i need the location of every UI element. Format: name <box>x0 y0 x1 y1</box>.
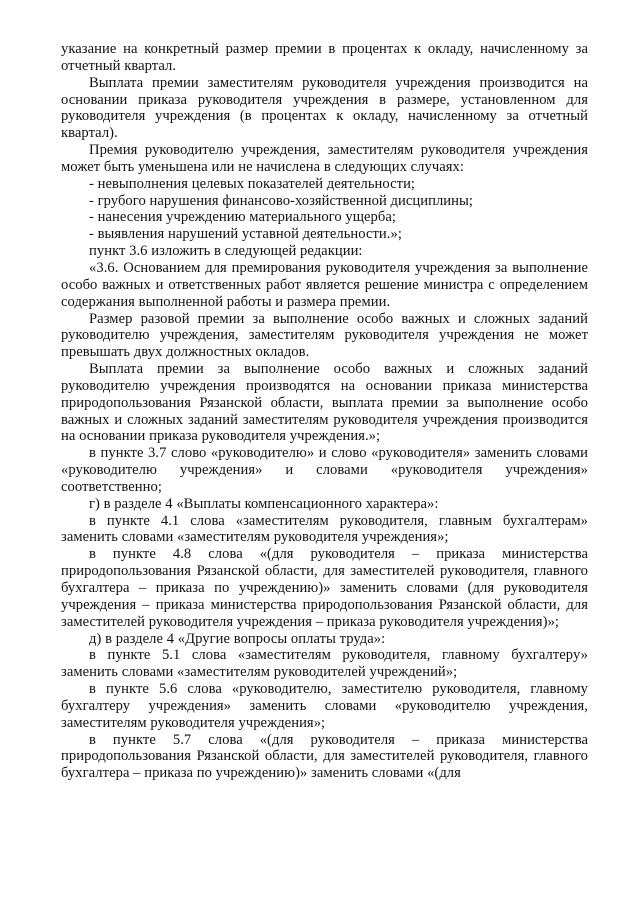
paragraph-bonus-payment: Выплата премии за выполнение особо важных и сложных заданий руководителю учреждения производятся на основании приказа министерства природопользования Рязанской области, выплата премии за выполнение особо важных и сложных заданий заместителям руководителя учреждения производится на основании приказа руководителя учреждения.»; <box>61 361 588 445</box>
list-item-charter-violations: - выявления нарушений уставной деятельности.»; <box>89 226 402 243</box>
paragraph-clause-5-6: в пункте 5.6 слова «руководителю, заместителю руководителя, главному бухгалтеру учреждения» заменить словами «руководителю учреждения, заместителям руководителя учреждения»; <box>61 681 588 731</box>
list-item-targets: - невыполнения целевых показателей деятельности; <box>89 175 416 192</box>
paragraph-clause-5-1: в пункте 5.1 слова «заместителям руководителя, главному бухгалтеру» заменить словами «заместителям руководителей учреждений»; <box>61 647 588 681</box>
paragraph-section-4-other: д) в разделе 4 «Другие вопросы оплаты труда»: <box>89 630 386 647</box>
paragraph-clause-3-7: в пункте 3.7 слово «руководителю» и слово «руководителя» заменить словами «руководителю учреждения» и словами «руководителя учреждения» соответственно; <box>61 445 588 495</box>
paragraph-bonus-reduction: Премия руководителю учреждения, заместителям руководителя учреждения может быть уменьшена или не начислена в следующих случаях: <box>61 142 588 175</box>
list-item-financial-discipline: - грубого нарушения финансово-хозяйственной дисциплины; <box>89 192 473 209</box>
paragraph-clause-4-8: в пункте 4.8 слова «(для руководителя – приказа министерства природопользования Рязанской области, для заместителей руководителя, главного бухгалтера – приказа по учреждению)» заменить словами (для руководителя учреждения – приказа министерства природопользования Рязанской области, для заместителей руководителя учреждения – приказа руководителя учреждения)»; <box>61 546 588 630</box>
paragraph-section-4-compensation: г) в разделе 4 «Выплаты компенсационного характера»: <box>89 495 439 512</box>
paragraph-clause-3-6-intro: пункт 3.6 изложить в следующей редакции: <box>89 243 363 260</box>
paragraph-clause-5-7: в пункте 5.7 слова «(для руководителя – приказа министерства природопользования Рязанской области, для заместителей руководителя, главного бухгалтера – приказа по учреждению)» заменить словами «(для <box>61 731 588 782</box>
paragraph-one-time-bonus: Размер разовой премии за выполнение особо важных и сложных заданий руководителю учреждения, заместителям руководителя учреждения не может превышать двух должностных окладов. <box>61 310 588 361</box>
paragraph-continuation: указание на конкретный размер премии в процентах к окладу, начисленному за отчетный квартал. <box>61 41 588 74</box>
paragraph-clause-3-6: «3.6. Основанием для премирования руководителя учреждения за выполнение особо важных и ответственных работ является решение министра с определением содержания выполненной работы и размера премии. <box>61 259 588 310</box>
paragraph-deputy-bonus: Выплата премии заместителям руководителя учреждения производится на основании приказа руководителя учреждения в размере, установленном для руководителя учреждения (в процентах к окладу, начисленному за отчетный квартал). <box>61 74 588 142</box>
list-item-material-damage: - нанесения учреждению материального ущерба; <box>89 209 397 226</box>
paragraph-clause-4-1: в пункте 4.1 слова «заместителям руководителя, главным бухгалтерам» заменить словами «заместителям руководителя учреждения»; <box>61 512 588 546</box>
